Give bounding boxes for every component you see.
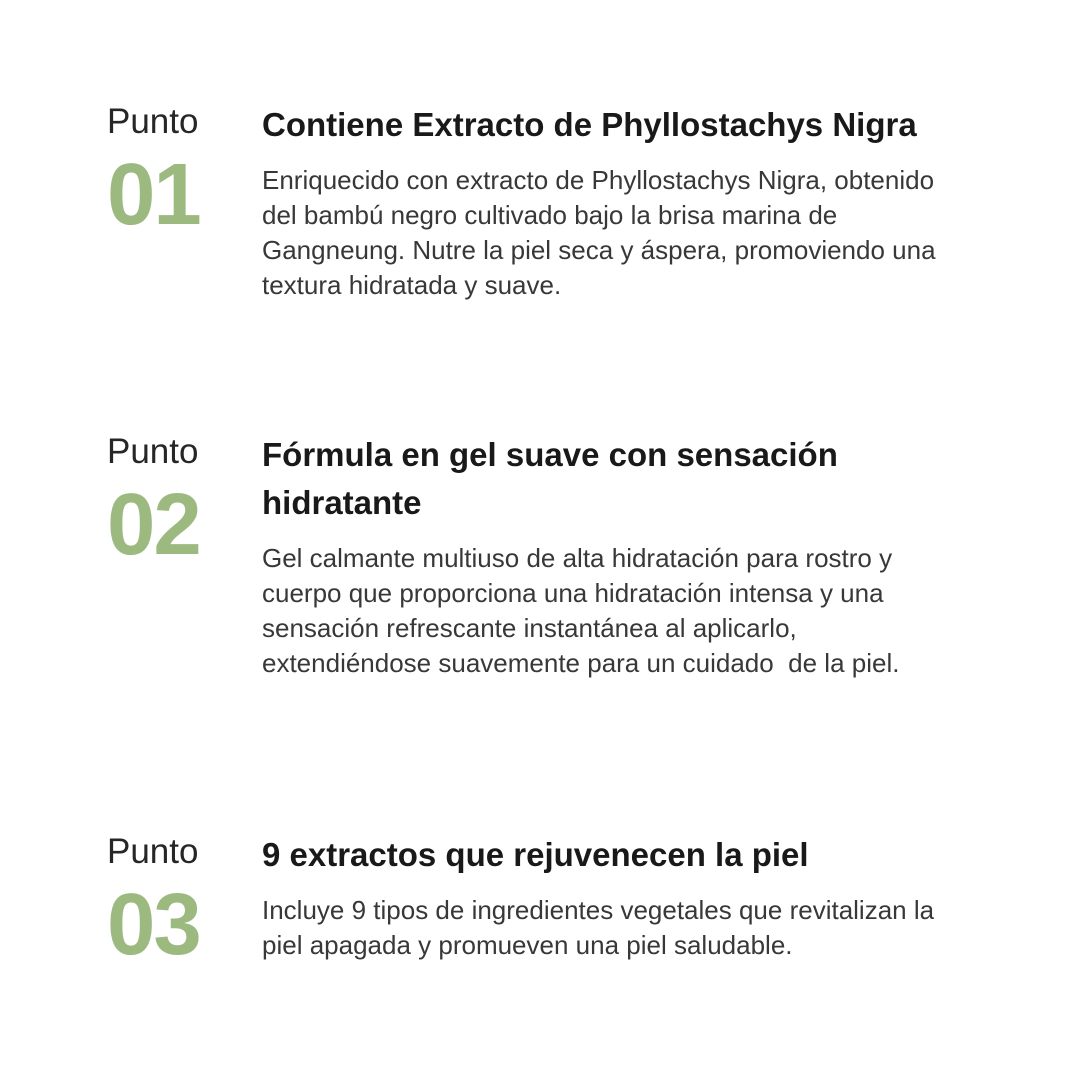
point-number: 03	[107, 876, 200, 973]
point-section-02	[107, 431, 973, 681]
point-label: Punto	[107, 102, 199, 141]
point-section-01	[107, 101, 973, 303]
point-description: Incluye 9 tipos de ingredientes vegetales que revitalizan la piel apagada y promueven una piel saludable.	[262, 894, 942, 960]
point-content-03	[262, 831, 965, 963]
point-content-01	[262, 101, 965, 303]
point-content-02	[262, 431, 965, 681]
point-title: 9 extractos que rejuvenecen la piel	[262, 836, 809, 873]
point-label: Punto	[107, 432, 199, 471]
point-badge-02	[107, 431, 262, 573]
point-title: Contiene Extracto de Phyllostachys Nigra	[262, 106, 917, 143]
point-title: Fórmula en gel suave con sensación hidratante	[262, 436, 838, 521]
point-description: Gel calmante multiuso de alta hidratación para rostro y cuerpo que proporciona una hidratación intensa y una sensación refrescante instantánea al aplicarlo, extendiéndose suavemente para un cuidado de la piel.	[262, 542, 900, 678]
point-badge-03	[107, 831, 262, 973]
point-section-03	[107, 831, 973, 973]
point-label: Punto	[107, 832, 199, 871]
point-badge-01	[107, 101, 262, 243]
point-number: 01	[107, 146, 200, 243]
point-description: Enriquecido con extracto de Phyllostachys Nigra, obtenido del bambú negro cultivado bajo la brisa marina de Gangneung. Nutre la piel seca y áspera, promoviendo una textura hidratada y suave.	[262, 164, 943, 300]
point-number: 02	[107, 476, 200, 573]
